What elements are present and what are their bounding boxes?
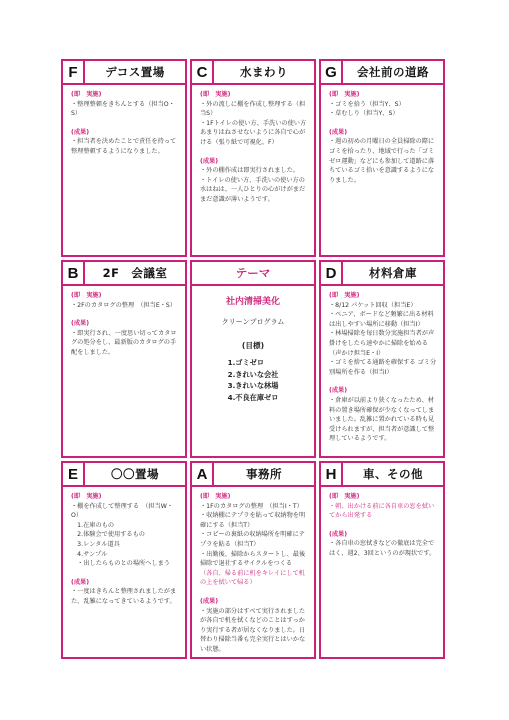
cell-theme — [190, 260, 316, 458]
result-text: ・週の初めの月曜日の全員掃除の際にゴミを拾ったり、地域で行った「ゴミゼロ運動」などにも参加して道路に落ちているゴミ拾いを意識するようになりました。 — [329, 138, 435, 184]
cell-letter: F — [63, 61, 85, 83]
cell-letter: H — [321, 463, 343, 485]
result-text: ・実施の部分はすべて実行されましたが各自で机を拭くなどのことはすっかり実行する者が居なくなりました。日替わり掃除当番も完全実行とはいかない状態。 — [200, 607, 306, 653]
cell-title: デコス置場 — [105, 65, 165, 79]
cell-body — [321, 487, 443, 559]
implementation-text: ・2Fのカタログの整理 （担当E・S） — [71, 301, 177, 309]
cell-header — [63, 463, 185, 487]
result-heading: (成果) — [329, 387, 348, 395]
goal-item: 2.きれいな会社 — [227, 369, 279, 379]
cell-letter: G — [321, 61, 343, 83]
cell-body — [63, 85, 185, 157]
cell-header — [63, 262, 185, 286]
implementation-heading: (即 実施) — [71, 91, 102, 98]
implementation-heading: (即 実施) — [71, 292, 102, 299]
cell-g — [319, 59, 445, 257]
result-heading: (成果) — [71, 578, 90, 586]
cell-letter: D — [321, 262, 343, 284]
result-text: ・担当者を決めたことで責任を持って整理整頓するようになりました。 — [71, 138, 177, 155]
result-heading: (成果) — [329, 128, 348, 136]
cell-title: 2F 会議室 — [102, 266, 168, 280]
cell-body — [63, 487, 185, 607]
cell-title: 〇〇置場 — [111, 467, 159, 481]
cell-f — [61, 59, 187, 257]
implementation-heading: (即 実施) — [329, 91, 360, 98]
result-text: ・外の棚作成は即実行されました。 ・トイレの使い方、手洗いの使い方の水はねは、一人ひとりの心がけがまだまだ意識が薄いようです。 — [200, 167, 306, 203]
implementation-heading: (即 実施) — [200, 493, 231, 500]
result-text: ・各自車の窓拭きなどの徹底は完全ではく、週2、3回というのが現状です。 — [329, 540, 436, 557]
cell-title: 会社前の道路 — [357, 65, 429, 79]
cell-letter: B — [63, 262, 85, 284]
cell-header — [192, 463, 314, 487]
result-heading: (成果) — [329, 530, 348, 538]
goal-item: 4.不良在庫ゼロ — [227, 392, 279, 402]
goal-list — [228, 357, 279, 403]
theme-main-title: 社内清掃美化 — [225, 297, 280, 307]
cell-body — [192, 487, 314, 655]
goal-label: (目標) — [241, 341, 265, 350]
cell-title: 車、その他 — [363, 467, 423, 481]
theme-heading: テーマ — [235, 266, 271, 280]
result-text: ・倉庫が以前より狭くなったため、材料の置き場所確保が少なくなってしまいました。乱雑に置かれている時も見受けられますが、担当者が意識して整理しているようです。 — [329, 396, 435, 443]
cell-letter: C — [192, 61, 214, 83]
cell-letter: E — [63, 463, 85, 485]
highlighted-note: ・朝、出かける前に各自車の窓を拭いてから出発する — [329, 502, 435, 520]
implementation-heading: (即 実施) — [329, 292, 360, 299]
cell-header — [192, 262, 314, 286]
implementation-text: ・1Fのカタログの整理 （担当I・T） ・収納棚にテプラを貼って収納物を明確にする（担当T） ・コピーの裏紙の収納場所を明確にテプラを貼る（担当T） ・出勤後、掃除からスタートし、最後掃除で退社するサイクルをつくる — [200, 502, 306, 568]
cell-body — [321, 286, 443, 444]
theme-subtitle: クリーンプログラム — [221, 318, 285, 326]
implementation-text: ・ゴミを拾う（担当Y、S） ・草むしり（担当Y、S） — [329, 100, 405, 118]
implementation-heading: (即 実施) — [329, 493, 360, 500]
cell-d — [319, 260, 445, 458]
cell-body — [63, 286, 185, 358]
cell-b — [61, 260, 187, 458]
implementation-heading: (即 実施) — [71, 493, 102, 500]
result-text: ・即実行され、一度思い切ってカタログの処分をし、最新版のカタログの手配をしました。 — [71, 329, 177, 356]
cell-header — [321, 61, 443, 85]
cell-body — [321, 85, 443, 185]
result-heading: (成果) — [200, 597, 219, 605]
cell-a — [190, 461, 316, 659]
highlighted-note: （各自、帰る前に机をキレイにして机の上を拭いて帰る） — [200, 569, 305, 587]
implementation-text: ・整理整頓をきちんとする（担当O・S） — [71, 100, 175, 118]
goal-item: 1.ゴミゼロ — [227, 358, 265, 367]
implementation-text: ・外の流しに棚を作成し整理する（担当S） ・1Fトイレの使い方、手洗いの使い方 あまりはねさせないように各自で心がける（張り紙で可視化、F） — [200, 100, 307, 146]
result-text: ・一度はきちんと整理されましたがまた、乱雑になってきているようです。 — [71, 588, 177, 605]
result-heading: (成果) — [200, 157, 219, 165]
cell-c — [190, 59, 316, 257]
cell-body — [192, 85, 314, 205]
cell-title: 事務所 — [246, 467, 282, 481]
cell-e — [61, 461, 187, 659]
implementation-text: ・8/12 パケット回収（担当E） ・ベニア、ボードなど頻繁に出る材料は出しやすい場所に移動（担当I） ・林場掃除を毎日数分実施担当者が声掛けをしたら速やかに掃除を始める（声かけ担当E・I） ・ゴミを捨てる通路を確保する ゴミ分別場所を作る（担当I） — [329, 301, 437, 376]
result-heading: (成果) — [71, 128, 90, 136]
cell-h — [319, 461, 445, 659]
cell-title: 材料倉庫 — [369, 266, 417, 280]
cell-title: 水まわり — [240, 65, 288, 79]
theme-body — [192, 286, 314, 404]
cell-header — [63, 61, 185, 85]
result-heading: (成果) — [71, 320, 90, 328]
improvement-grid — [61, 59, 444, 659]
cell-header — [192, 61, 314, 85]
cell-header — [321, 463, 443, 487]
implementation-text: ・棚を作成して整理する （担当W・O） 1.在庫のもの 2.体験会で使用するもの 3.レンタル道具 4.サンプル ・出したらものとの場所へしまう — [71, 502, 174, 568]
goal-item: 3.きれいな林場 — [227, 381, 279, 390]
implementation-heading: (即 実施) — [200, 91, 231, 98]
cell-letter: A — [192, 463, 214, 485]
cell-header — [321, 262, 443, 286]
